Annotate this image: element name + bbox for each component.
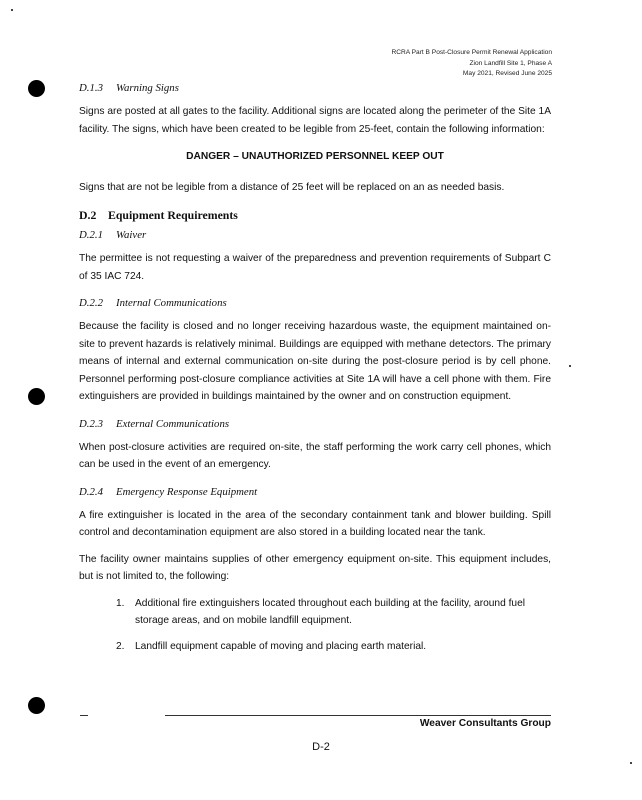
heading-number: D.2.4	[79, 485, 103, 498]
paragraph: When post-closure activities are required on-site, the staff performing the work carry cell phones, which can be used in the event of an emergency.	[79, 441, 551, 470]
heading-d13	[79, 79, 551, 97]
heading-d2	[79, 206, 551, 224]
paragraph: A fire extinguisher is located in the area of the secondary containment tank and blower building. Spill control and decontamination equipment are also stored in a building located near the tank.	[79, 509, 551, 538]
heading-d24	[79, 483, 551, 501]
page-number: D-2	[312, 741, 330, 753]
list-item-number: 2.	[116, 640, 125, 652]
scan-speck	[569, 365, 571, 367]
heading-title: Emergency Response Equipment	[116, 485, 258, 498]
punch-hole-middle	[28, 388, 45, 405]
heading-d21	[79, 226, 551, 244]
heading-title: Waiver	[116, 229, 147, 241]
list-item-number: 1.	[116, 597, 125, 609]
heading-number: D.2.2	[79, 297, 103, 309]
heading-d22	[79, 294, 551, 312]
heading-title: Internal Communications	[116, 297, 227, 309]
document-body	[79, 79, 551, 663]
heading-title: Warning Signs	[116, 82, 179, 94]
equipment-list	[79, 595, 551, 656]
punch-hole-bottom	[28, 697, 45, 714]
heading-d23	[79, 415, 551, 433]
warning-sign-text: DANGER – UNAUTHORIZED PERSONNEL KEEP OUT	[186, 151, 444, 162]
heading-title: External Communications	[116, 417, 230, 430]
list-item	[79, 638, 551, 656]
paragraph: The permittee is not requesting a waiver of the preparedness and prevention requirements of Subpart C of 35 IAC 724.	[79, 253, 551, 282]
scan-speck	[11, 9, 13, 11]
heading-number: D.2.3	[79, 417, 103, 430]
header-line-date: May 2021, Revised June 2025	[462, 70, 552, 77]
list-item	[79, 595, 551, 630]
list-item-text: Landfill equipment capable of moving and placing earth material.	[135, 640, 427, 652]
heading-title: Equipment Requirements	[108, 208, 238, 222]
heading-number: D.2	[79, 208, 97, 222]
paragraph: Signs that are not be legible from a distance of 25 feet will be replaced on an as needed basis.	[79, 181, 505, 193]
header-line-site: Zion Landfill Site 1, Phase A	[469, 59, 552, 67]
scan-speck	[630, 762, 632, 764]
paragraph: Signs are posted at all gates to the facility. Additional signs are located along the perimeter of the Site 1A facility. The signs, which have been created to be legible from 25-feet, contain the following information:	[79, 106, 551, 135]
heading-number: D.2.1	[79, 229, 103, 241]
paragraph: Because the facility is closed and no longer receiving hazardous waste, the equipment maintained on-site to prevent hazards is relatively minimal. Buildings are equipped with methane detectors. The primary means of internal and external communication on-site during the post-closure period is by cell phone. Personnel performing post-closure compliance activities at Site 1A will have a cell phone with them. Fire extinguishers are provided in buildings maintained by the owner and on construction equipment.	[79, 321, 551, 402]
footer-company: Weaver Consultants Group	[419, 718, 551, 729]
footer-rule	[165, 715, 551, 716]
header-line-title: RCRA Part B Post-Closure Permit Renewal Application	[391, 49, 552, 56]
footer-mark	[80, 715, 88, 716]
document-header	[391, 48, 552, 80]
heading-number: D.1.3	[79, 82, 103, 94]
paragraph: The facility owner maintains supplies of other emergency equipment on-site. This equipment includes, but is not limited to, the following:	[79, 553, 551, 582]
list-item-text: Additional fire extinguishers located throughout each building at the facility, around fuel storage areas, and on mobile landfill equipment.	[135, 597, 526, 626]
punch-hole-top	[28, 80, 45, 97]
